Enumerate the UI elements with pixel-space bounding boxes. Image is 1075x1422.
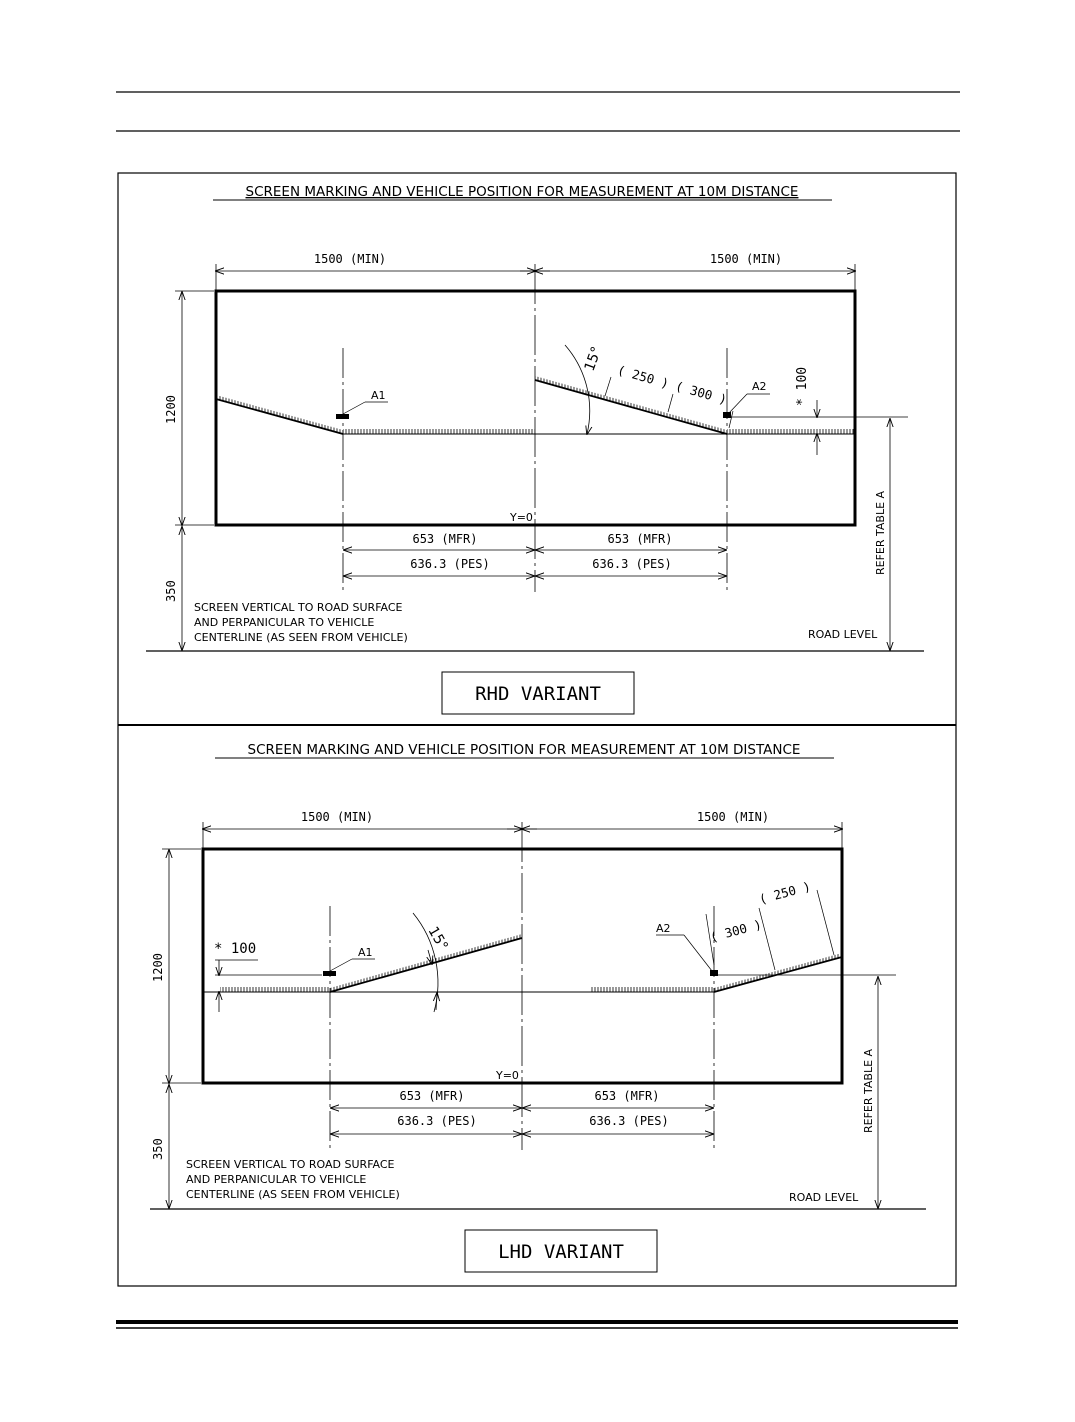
rhd-a1-label: A1 (371, 389, 386, 402)
rhd-a1-marker (336, 414, 349, 419)
lhd-title: SCREEN MARKING AND VEHICLE POSITION FOR MEASUREMENT AT 10M DISTANCE (247, 742, 801, 758)
rhd-angle-label: 15° (581, 344, 606, 374)
rhd-pes-right: 636.3 (PES) (592, 557, 672, 571)
rhd-mfr-left: 653 (MFR) (412, 532, 478, 546)
lhd-a1-label: A1 (358, 946, 373, 959)
lhd-250-ext-2 (817, 890, 834, 955)
rhd-road-level: ROAD LEVEL (808, 628, 878, 641)
lhd-note-3: CENTERLINE (AS SEEN FROM VEHICLE) (186, 1188, 400, 1201)
rhd-pes-left: 636.3 (PES) (410, 557, 490, 571)
rhd-title: SCREEN MARKING AND VEHICLE POSITION FOR MEASUREMENT AT 10M DISTANCE (245, 184, 799, 200)
lhd-dim-right-label: 1500 (MIN) (696, 810, 770, 824)
rhd-panel (146, 184, 924, 714)
rhd-dim-350: 350 (164, 580, 178, 602)
lhd-pes-left: 636.3 (PES) (397, 1114, 477, 1128)
diagram-frame (118, 173, 956, 1286)
rhd-dim-1200: 1200 (164, 395, 178, 424)
lhd-dim-100: * 100 (214, 941, 257, 957)
lhd-refer: REFER TABLE A (862, 1048, 875, 1133)
rhd-dim-right-label: 1500 (MIN) (709, 252, 783, 266)
rhd-a1-leader (343, 402, 365, 414)
rhd-y-zero: Y=0 (510, 511, 533, 524)
rhd-a2-marker (723, 412, 731, 418)
rhd-right-flat-hatch (727, 429, 855, 434)
lhd-dim-1200: 1200 (151, 953, 165, 982)
lhd-left-cutoff-hatch (330, 934, 522, 992)
lhd-dim-350: 350 (151, 1138, 165, 1160)
lhd-angle-arrow-b (436, 993, 437, 1010)
rhd-mfr-right: 653 (MFR) (607, 532, 673, 546)
lhd-dim-300: ( 300 ) (708, 916, 764, 945)
rhd-a2-leader (729, 394, 747, 413)
rhd-screen (216, 291, 855, 525)
lhd-mfr-right: 653 (MFR) (594, 1089, 660, 1103)
lhd-300-ext-2 (759, 908, 775, 970)
rhd-slope-ext-2 (668, 394, 673, 412)
lhd-note-1: SCREEN VERTICAL TO ROAD SURFACE (186, 1158, 395, 1171)
lhd-a2-marker (710, 970, 718, 976)
rhd-dim-left-label: 1500 (MIN) (313, 252, 387, 266)
lhd-pes-right: 636.3 (PES) (589, 1114, 669, 1128)
rhd-dim-100: * 100 (795, 366, 810, 406)
lhd-a1-leader (330, 959, 352, 971)
rhd-note-3: CENTERLINE (AS SEEN FROM VEHICLE) (194, 631, 408, 644)
lhd-right-cutoff-hatch (714, 953, 842, 992)
lhd-variant-label: LHD VARIANT (498, 1241, 624, 1263)
lhd-panel (150, 742, 926, 1272)
rhd-refer: REFER TABLE A (874, 490, 887, 575)
lhd-note-2: AND PERPANICULAR TO VEHICLE (186, 1173, 367, 1186)
rhd-variant-label: RHD VARIANT (475, 683, 601, 705)
rhd-dim-250: ( 250 ) (615, 362, 671, 392)
lhd-a2-label: A2 (656, 922, 671, 935)
lhd-a2-leader (684, 935, 712, 971)
rhd-slope-ext-1 (605, 377, 611, 396)
lhd-dim-250: ( 250 ) (757, 878, 813, 907)
lhd-dim-left-label: 1500 (MIN) (300, 810, 374, 824)
lhd-right-flat-hatch (590, 987, 714, 992)
lhd-mfr-left: 653 (MFR) (399, 1089, 465, 1103)
lhd-road-level: ROAD LEVEL (789, 1191, 859, 1204)
rhd-note-2: AND PERPANICULAR TO VEHICLE (194, 616, 375, 629)
lhd-y-zero: Y=0 (496, 1069, 519, 1082)
rhd-left-cutoff-hatch (216, 395, 343, 434)
rhd-left-flat-hatch (343, 429, 535, 434)
lhd-angle-label: 15° (424, 924, 451, 954)
lhd-screen (203, 849, 842, 1083)
rhd-a2-label: A2 (752, 380, 767, 393)
lhd-a1-marker (323, 971, 336, 976)
lhd-left-flat-hatch (220, 987, 330, 992)
rhd-note-1: SCREEN VERTICAL TO ROAD SURFACE (194, 601, 403, 614)
rhd-dim-300: ( 300 ) (673, 378, 729, 408)
